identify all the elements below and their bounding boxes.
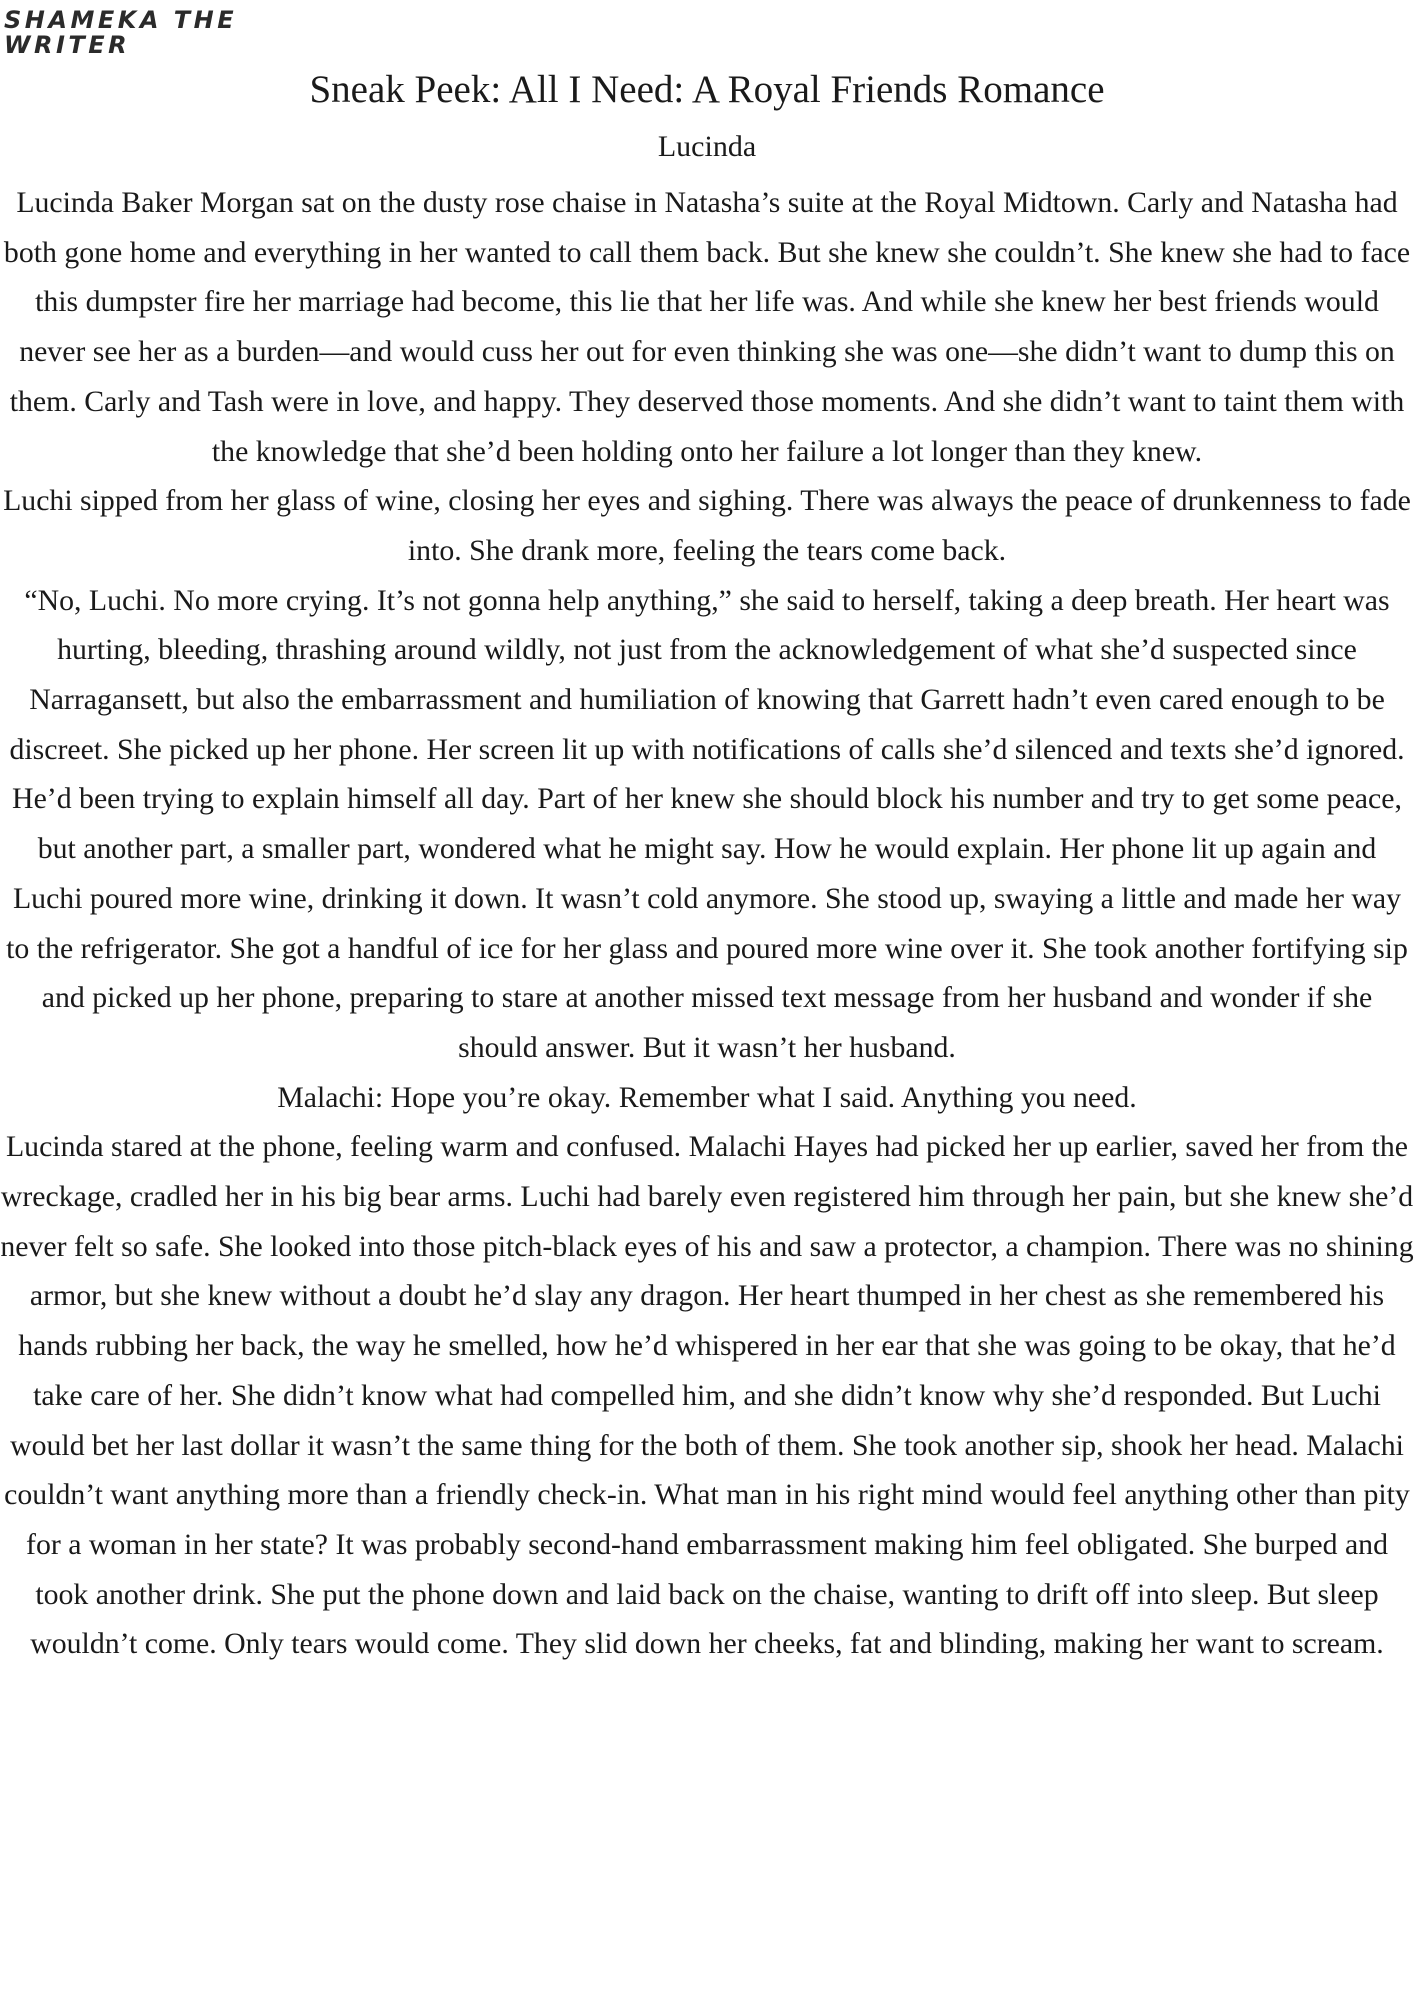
author-logo-line-1: SHAMEKA THE [4, 6, 238, 34]
chapter-heading: Lucinda [657, 130, 757, 163]
author-logo [4, 8, 237, 58]
paragraph: Lucinda Baker Morgan sat on the dusty rose chaise in Natasha’s suite at the Royal Midtown. Carly and Natasha had both gone home and everything in her wanted to call them back. But she knew she couldn’t. She knew she had to face this dumpster fire her marriage had become, this lie that her life was. And while she knew her best friends would never see her as a burden—and would cuss her out for even thinking she was one—she didn’t want to dump this on them. Carly and Tash were in love, and happy. They deserved those moments. And she didn’t want to taint them with the knowledge that she’d been holding onto her failure a lot longer than they knew. [3, 186, 1411, 468]
paragraph: “No, Luchi. No more crying. It’s not gonna help anything,” she said to herself, taking a deep breath. Her heart was hurting, bleeding, thrashing around wildly, not just from the acknowledgement of what she’d suspected since Narragansett, but also the embarrassment and humiliation of knowing that Garrett hadn’t even cared enough to be discreet. She picked up her phone. Her screen lit up with notifications of calls she’d silenced and texts she’d ignored. He’d been trying to explain himself all day. Part of her knew she should block his number and try to get some peace, but another part, a smaller part, wondered what he might say. How he would explain. Her phone lit up again and Luchi poured more wine, drinking it down. It wasn’t cold anymore. She stood up, swaying a little and made her way to the refrigerator. She got a handful of ice for her glass and poured more wine over it. She took another fortifying sip and picked up her phone, preparing to stare at another missed text message from her husband and wonder if she should answer. But it wasn’t her husband. [6, 583, 1408, 1064]
paragraph: Luchi sipped from her glass of wine, closing her eyes and sighing. There was always the peace of drunkenness to fade into. She drank more, feeling the tears come back. [3, 484, 1411, 567]
paragraph: Lucinda stared at the phone, feeling warm and confused. Malachi Hayes had picked her up earlier, saved her from the wreckage, cradled her in his big bear arms. Luchi had barely even registered him through her pain, but she knew she’d never felt so safe. She looked into those pitch-black eyes of his and saw a protector, a champion. There was no shining armor, but she knew without a doubt he’d slay any dragon. Her heart thumped in her chest as she remembered his hands rubbing her back, the way he smelled, how he’d whispered in her ear that she was going to be okay, that he’d take care of her. She didn’t know what had compelled him, and she didn’t know why she’d responded. But Luchi would bet her last dollar it wasn’t the same thing for the both of them. She took another sip, shook her head. Malachi couldn’t want anything more than a friendly check-in. What man in his right mind would feel anything other than pity for a woman in her state? It was probably second-hand embarrassment making him feel obligated. She burped and took another drink. She put the phone down and laid back on the chaise, wanting to drift off into sleep. But sleep wouldn’t come. Only tears would come. They slid down her cheeks, fat and blinding, making her want to scream. [0, 1130, 1414, 1661]
text-message: Malachi: Hope you’re okay. Remember what I said. Anything you need. [277, 1080, 1137, 1114]
page-title: Sneak Peek: All I Need: A Royal Friends Romance [309, 68, 1105, 111]
story-body [0, 178, 1414, 1669]
author-logo-line-2: WRITER [4, 31, 131, 59]
